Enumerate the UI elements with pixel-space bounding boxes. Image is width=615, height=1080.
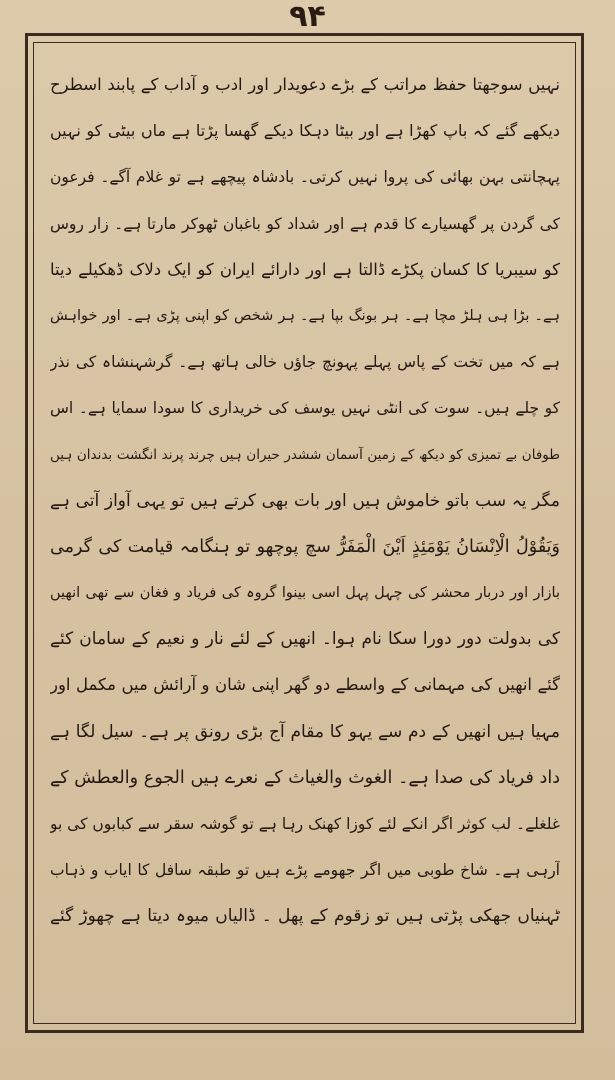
text-line: کو چلے ہیں۔ سوت کی انٹی نہیں یوسف کی خریداری کا سودا سمایا ہے۔ اس xyxy=(50,399,560,418)
text-line: کو سیبریا کا کسان پکڑے ڈالتا ہے اور دارائے ایران کو ایک دلاک ڈھکیلے دیتا xyxy=(50,259,560,279)
text-line: طوفان بے تمیزی کو دیکھ کے زمین آسمان ششدر حیران ہیں چرند پرند انگشت بدندان ہیں xyxy=(50,446,560,463)
text-line: آرہی ہے۔ شاخ طوبی میں اگر جھومے پڑے ہیں تو طبقہ سافل کا ایاب و ذہاب xyxy=(50,861,560,880)
text-line: دیکھے گئے کہ باپ کھڑا ہے اور بیٹا دہکا دیکے گھسا پڑتا ہے ماں بیٹی کو نہیں xyxy=(50,121,560,141)
text-line: ہے کہ میں تخت کے پاس پہلے پہونچ جاؤں خالی ہاتھ ہے۔ گرشہنشاہ کی نذر xyxy=(50,353,560,372)
urdu-text-body xyxy=(50,62,560,1007)
text-line: کی گردن پر گھسیارے کا قدم ہے اور شداد کو باغبان ٹھوکر مارتا ہے۔ زار روس xyxy=(50,214,560,233)
text-line: ٹہنیاں جھکی پڑتی ہیں تو زقوم کے پھل ۔ ڈالیاں میوہ دیتا ہے چھوڑ گئے xyxy=(50,906,560,927)
text-line: ہے۔ بڑا ہی ہلڑ مچا ہے۔ ہر بونگ بپا ہے۔ ہر شخص کو اپنی پڑی ہے۔ اور خواہش xyxy=(50,307,560,324)
text-line: غلغلے۔ لب کوثر اگر انکے لئے کوزا کھنک رہا ہے تو گوشہ سقر سے کبابوں کی بو xyxy=(50,815,560,833)
text-line: مگر یہ سب باتو خاموش ہیں اور بات بھی کرتے ہیں تو یہی آواز آتی ہے xyxy=(50,490,560,511)
text-line: وَيَقُوْلُ الْاِنْسَانُ يَوْمَئِذٍ اَيْنَ الْمَفَرُّ سچ پوچھو تو ہنگامہ قیامت کی گرمی xyxy=(50,536,560,557)
text-line: داد فریاد کی صدا ہے۔ الغوث والغیاث کے نعرے ہیں الجوع والعطش کے xyxy=(50,767,560,788)
text-line: کی بدولت دور دورا سکا نام ہوا۔ انھیں کے لئے نار و نعیم کے سامان کئے xyxy=(50,629,560,650)
page-number: ۹۴ xyxy=(289,0,326,34)
text-line: نہیں سوجھتا حفظ مراتب کے بڑے دعویدار اور ادب و آداب کے پابند اسطرح xyxy=(50,75,560,94)
text-line: گئے انھیں کی مہمانی کے واسطے دو گھر اپنی شان و آرائش میں مکمل اور xyxy=(50,675,560,695)
text-line: مہیا ہیں انھیں کے دم سے یہو کا مقام آج بڑی رونق پر ہے۔ سیل لگا ہے xyxy=(50,721,560,742)
text-line: پہچانتی بہن بھائی کی پروا نہیں کرتی۔ بادشاہ پیچھے ہے تو غلام آگے۔ فرعون xyxy=(50,168,560,187)
text-line: بازار اور دربار محشر کی چہل پہل اسی بینوا گروہ کی فریاد و فغان سے تھی انھیں xyxy=(50,585,560,602)
